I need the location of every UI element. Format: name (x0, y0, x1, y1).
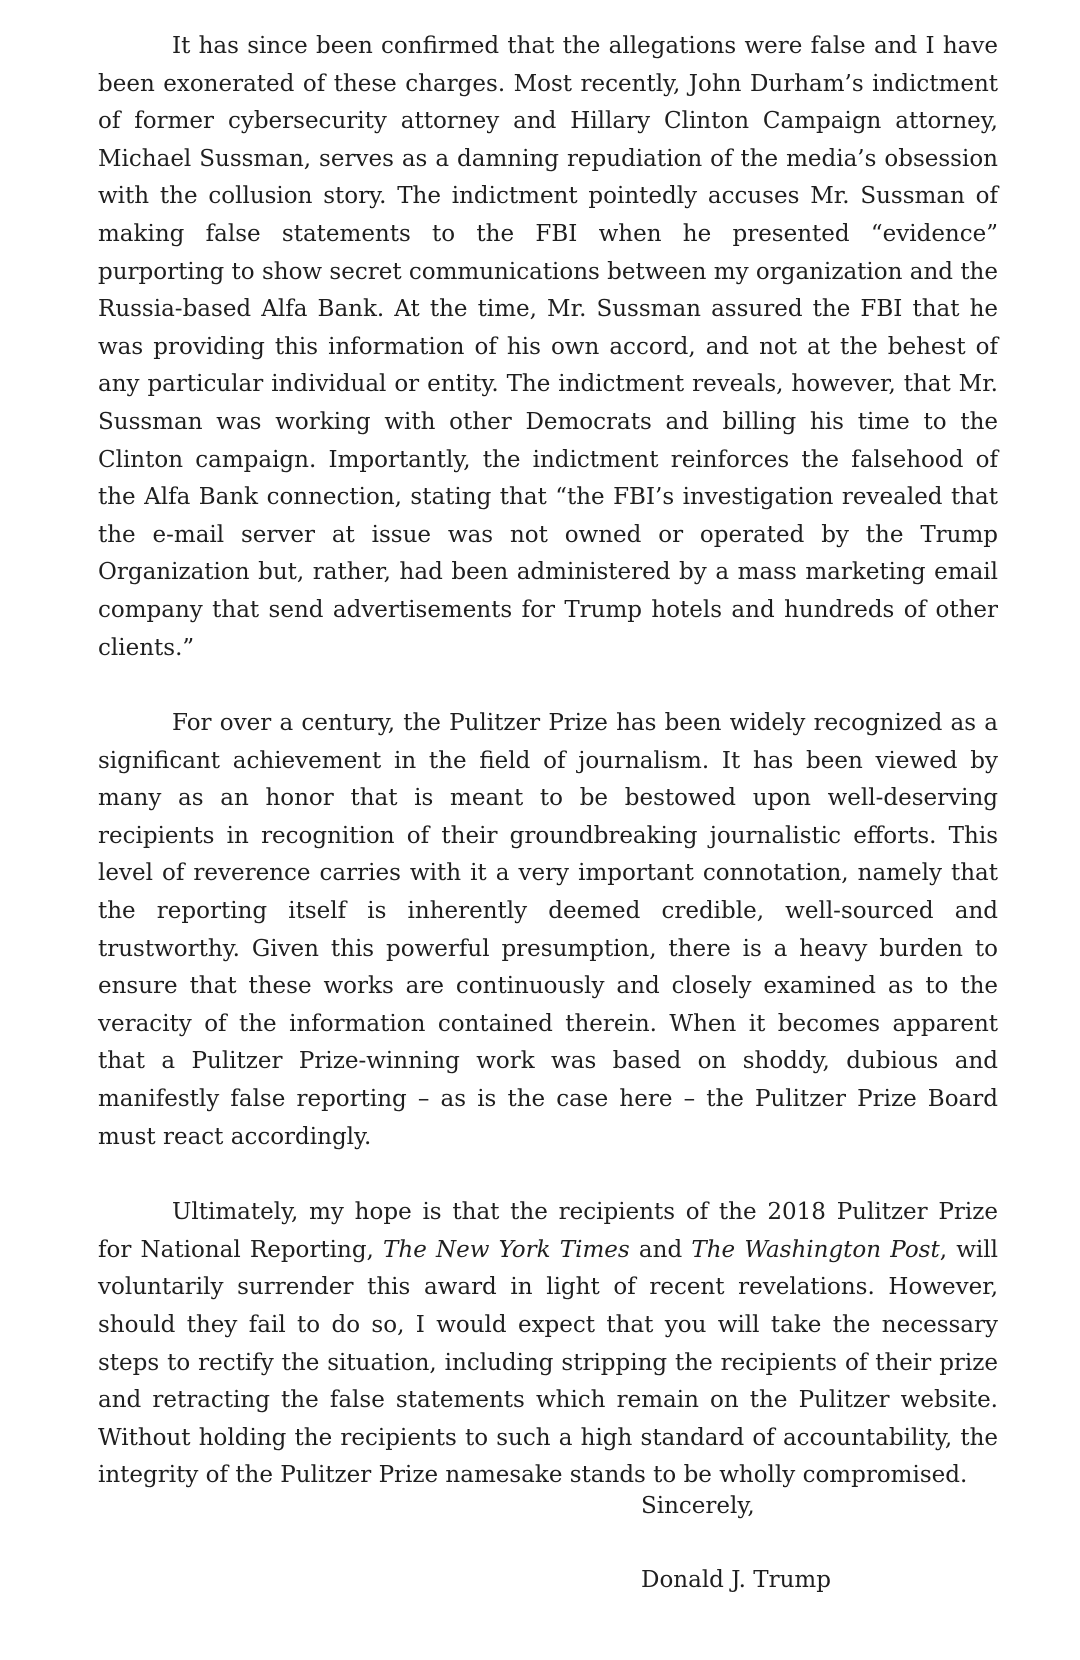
paragraph-pulitzer-reputation: For over a century, the Pulitzer Prize has been widely recognized as a significant achievement in the field of journalism. It has been viewed by many as an honor that is meant to be bestowed upon well-deserving recipients in recognition of their groundbreaking journalistic efforts. This level of reverence carries with it a very important connotation, namely that the reporting itself is inherently deemed credible, well-sourced and trustworthy. Given this powerful presumption, there is a heavy burden to ensure that these works are continuously and closely examined as to the veracity of the information contained therein. When it becomes apparent that a Pulitzer Prize-winning work was based on shoddy, dubious and manifestly false reporting – as is the case here – the Pulitzer Prize Board must react accordingly. (98, 710, 998, 1150)
publication-washington-post: The Washington Post (691, 1236, 940, 1263)
closing-salutation: Sincerely, (641, 1493, 755, 1519)
signature-name: Donald J. Trump (641, 1567, 831, 1593)
paragraph-3-text-1: Ultimately, my hope is that the recipients of the 2018 Pulitzer Prize for National Reporting, (98, 1199, 998, 1263)
letter-body (98, 28, 998, 1533)
paragraph-surrender-request (98, 1194, 998, 1495)
publication-new-york-times: The New York Times (383, 1236, 630, 1263)
paragraph-3-text-3: , will voluntarily surrender this award in light of recent revelations. However, should they fail to do so, I would expect that you will take the necessary steps to rectify the situation, including stripping the recipients of their prize and retracting the false statements which remain on the Pulitzer website. Without holding the recipients to such a high standard of accountability, the integrity of the Pulitzer Prize namesake stands to be wholly compromised. (98, 1236, 998, 1489)
paragraph-durham-indictment: It has since been confirmed that the allegations were false and I have been exonerated of these charges. Most recently, John Durham’s indictment of former cybersecurity attorney and Hillary Clinton Campaign attorney, Michael Sussman, serves as a damning repudiation of the media’s obsession with the collusion story. The indictment pointedly accuses Mr. Sussman of making false statements to the FBI when he presented “evidence” purporting to show secret communications between my organization and the Russia-based Alfa Bank. At the time, Mr. Sussman assured the FBI that he was providing this information of his own accord, and not at the behest of any particular individual or entity. The indictment reveals, however, that Mr. Sussman was working with other Democrats and billing his time to the Clinton campaign. Importantly, the indictment reinforces the falsehood of the Alfa Bank connection, stating that “the FBI’s investigation revealed that the e-mail server at issue was not owned or operated by the Trump Organization but, rather, had been administered by a mass marketing email company that send advertisements for Trump hotels and hundreds of other clients.” (98, 33, 998, 661)
paragraph-3-text-2: and (629, 1236, 692, 1263)
